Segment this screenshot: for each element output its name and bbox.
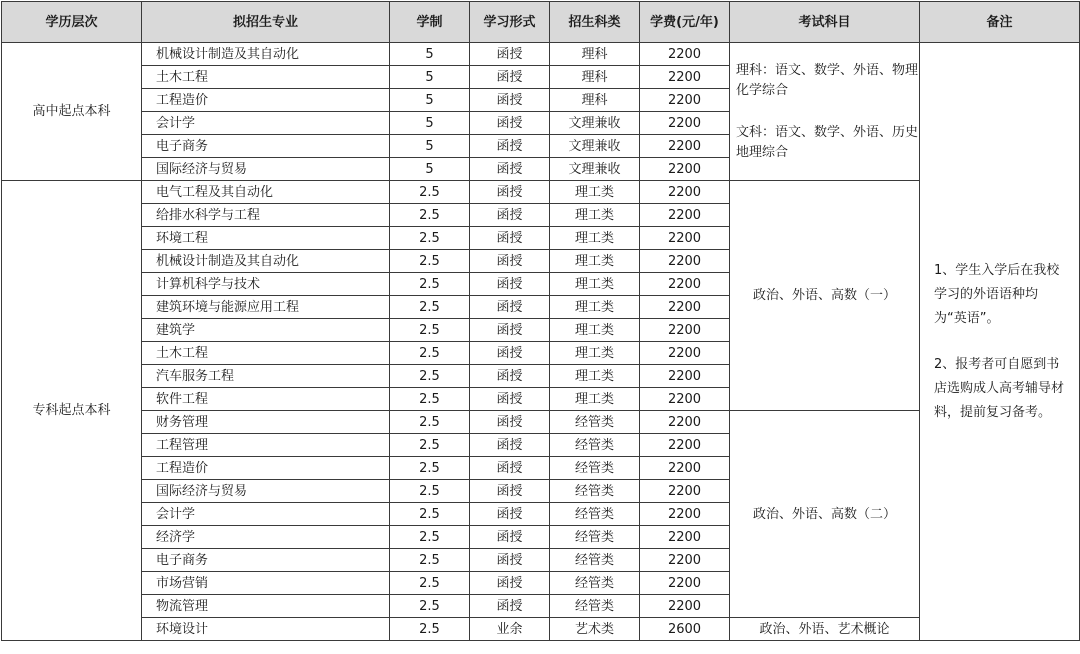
fee-cell: 2200 — [640, 526, 730, 549]
mode-cell: 函授 — [470, 549, 550, 572]
years-cell: 5 — [390, 43, 470, 66]
years-cell: 2.5 — [390, 549, 470, 572]
major-cell: 电子商务 — [142, 549, 390, 572]
mode-cell: 函授 — [470, 43, 550, 66]
major-cell: 机械设计制造及其自动化 — [142, 250, 390, 273]
fee-cell: 2200 — [640, 135, 730, 158]
header-mode: 学习形式 — [470, 2, 550, 43]
years-cell: 2.5 — [390, 365, 470, 388]
remarks-cell — [920, 43, 1080, 641]
exam-cell-yishu: 政治、外语、艺术概论 — [730, 618, 920, 641]
mode-cell: 函授 — [470, 457, 550, 480]
category-cell: 经管类 — [550, 595, 640, 618]
mode-cell: 函授 — [470, 273, 550, 296]
major-cell: 工程造价 — [142, 457, 390, 480]
years-cell: 2.5 — [390, 388, 470, 411]
years-cell: 2.5 — [390, 595, 470, 618]
table-header — [2, 2, 1080, 43]
mode-cell: 函授 — [470, 204, 550, 227]
category-cell: 理工类 — [550, 342, 640, 365]
category-cell: 艺术类 — [550, 618, 640, 641]
level-cell-gaoqi: 高中起点本科 — [2, 43, 142, 181]
fee-cell: 2200 — [640, 595, 730, 618]
header-level: 学历层次 — [2, 2, 142, 43]
years-cell: 2.5 — [390, 457, 470, 480]
major-cell: 给排水科学与工程 — [142, 204, 390, 227]
major-cell: 软件工程 — [142, 388, 390, 411]
fee-cell: 2600 — [640, 618, 730, 641]
years-cell: 2.5 — [390, 204, 470, 227]
fee-cell: 2200 — [640, 411, 730, 434]
header-category: 招生科类 — [550, 2, 640, 43]
major-cell: 土木工程 — [142, 342, 390, 365]
major-cell: 工程管理 — [142, 434, 390, 457]
fee-cell: 2200 — [640, 319, 730, 342]
fee-cell: 2200 — [640, 273, 730, 296]
header-remarks: 备注 — [920, 2, 1080, 43]
mode-cell: 函授 — [470, 434, 550, 457]
years-cell: 2.5 — [390, 227, 470, 250]
category-cell: 文理兼收 — [550, 112, 640, 135]
table-row — [2, 181, 1080, 204]
mode-cell: 函授 — [470, 66, 550, 89]
category-cell: 理工类 — [550, 319, 640, 342]
category-cell: 文理兼收 — [550, 158, 640, 181]
fee-cell: 2200 — [640, 457, 730, 480]
mode-cell: 函授 — [470, 342, 550, 365]
category-cell: 经管类 — [550, 549, 640, 572]
category-cell: 经管类 — [550, 480, 640, 503]
mode-cell: 函授 — [470, 595, 550, 618]
fee-cell: 2200 — [640, 365, 730, 388]
enrollment-table — [1, 1, 1080, 641]
category-cell: 理工类 — [550, 181, 640, 204]
major-cell: 汽车服务工程 — [142, 365, 390, 388]
years-cell: 5 — [390, 66, 470, 89]
fee-cell: 2200 — [640, 66, 730, 89]
fee-cell: 2200 — [640, 434, 730, 457]
fee-cell: 2200 — [640, 342, 730, 365]
table-row — [2, 411, 1080, 434]
fee-cell: 2200 — [640, 181, 730, 204]
major-cell: 物流管理 — [142, 595, 390, 618]
mode-cell: 函授 — [470, 112, 550, 135]
header-exam: 考试科目 — [730, 2, 920, 43]
table-body — [2, 43, 1080, 641]
header-fee: 学费(元/年) — [640, 2, 730, 43]
category-cell: 经管类 — [550, 503, 640, 526]
remark-2: 2、报考者可自愿到书店选购成人高考辅导材料，提前复习备考。 — [934, 356, 1065, 420]
mode-cell: 函授 — [470, 411, 550, 434]
category-cell: 理科 — [550, 89, 640, 112]
remark-1: 1、学生入学后在我校学习的外语语种均为“英语”。 — [934, 262, 1060, 326]
major-cell: 会计学 — [142, 112, 390, 135]
category-cell: 理工类 — [550, 227, 640, 250]
exam-gaoqi-science: 理科：语文、数学、外语、物理化学综合 — [736, 62, 919, 98]
fee-cell: 2200 — [640, 112, 730, 135]
years-cell: 5 — [390, 89, 470, 112]
mode-cell: 函授 — [470, 480, 550, 503]
fee-cell: 2200 — [640, 480, 730, 503]
years-cell: 2.5 — [390, 434, 470, 457]
category-cell: 理工类 — [550, 388, 640, 411]
fee-cell: 2200 — [640, 503, 730, 526]
major-cell: 建筑环境与能源应用工程 — [142, 296, 390, 319]
years-cell: 2.5 — [390, 250, 470, 273]
category-cell: 理科 — [550, 43, 640, 66]
major-cell: 会计学 — [142, 503, 390, 526]
years-cell: 2.5 — [390, 411, 470, 434]
mode-cell: 函授 — [470, 181, 550, 204]
fee-cell: 2200 — [640, 158, 730, 181]
major-cell: 电子商务 — [142, 135, 390, 158]
table-row — [2, 43, 1080, 66]
years-cell: 2.5 — [390, 181, 470, 204]
category-cell: 经管类 — [550, 434, 640, 457]
years-cell: 5 — [390, 135, 470, 158]
major-cell: 国际经济与贸易 — [142, 480, 390, 503]
mode-cell: 函授 — [470, 526, 550, 549]
major-cell: 国际经济与贸易 — [142, 158, 390, 181]
mode-cell: 函授 — [470, 388, 550, 411]
fee-cell: 2200 — [640, 204, 730, 227]
mode-cell: 函授 — [470, 572, 550, 595]
major-cell: 财务管理 — [142, 411, 390, 434]
category-cell: 经管类 — [550, 572, 640, 595]
major-cell: 机械设计制造及其自动化 — [142, 43, 390, 66]
mode-cell: 函授 — [470, 365, 550, 388]
category-cell: 文理兼收 — [550, 135, 640, 158]
mode-cell: 函授 — [470, 250, 550, 273]
major-cell: 市场营销 — [142, 572, 390, 595]
fee-cell: 2200 — [640, 296, 730, 319]
years-cell: 5 — [390, 112, 470, 135]
exam-cell-jingguan: 政治、外语、高数（二） — [730, 411, 920, 618]
mode-cell: 函授 — [470, 296, 550, 319]
years-cell: 2.5 — [390, 572, 470, 595]
fee-cell: 2200 — [640, 89, 730, 112]
fee-cell: 2200 — [640, 549, 730, 572]
years-cell: 2.5 — [390, 503, 470, 526]
fee-cell: 2200 — [640, 388, 730, 411]
category-cell: 经管类 — [550, 457, 640, 480]
category-cell: 理工类 — [550, 204, 640, 227]
exam-cell-ligong: 政治、外语、高数（一） — [730, 181, 920, 411]
fee-cell: 2200 — [640, 250, 730, 273]
category-cell: 理工类 — [550, 296, 640, 319]
mode-cell: 函授 — [470, 503, 550, 526]
category-cell: 理工类 — [550, 365, 640, 388]
fee-cell: 2200 — [640, 227, 730, 250]
years-cell: 2.5 — [390, 618, 470, 641]
major-cell: 土木工程 — [142, 66, 390, 89]
fee-cell: 2200 — [640, 43, 730, 66]
category-cell: 理科 — [550, 66, 640, 89]
mode-cell: 函授 — [470, 158, 550, 181]
category-cell: 经管类 — [550, 411, 640, 434]
major-cell: 经济学 — [142, 526, 390, 549]
years-cell: 2.5 — [390, 526, 470, 549]
fee-cell: 2200 — [640, 572, 730, 595]
level-cell-zhuanqi: 专科起点本科 — [2, 181, 142, 641]
years-cell: 2.5 — [390, 342, 470, 365]
major-cell: 电气工程及其自动化 — [142, 181, 390, 204]
category-cell: 理工类 — [550, 250, 640, 273]
major-cell: 环境设计 — [142, 618, 390, 641]
header-years: 学制 — [390, 2, 470, 43]
major-cell: 计算机科学与技术 — [142, 273, 390, 296]
mode-cell: 函授 — [470, 135, 550, 158]
mode-cell: 业余 — [470, 618, 550, 641]
major-cell: 建筑学 — [142, 319, 390, 342]
years-cell: 2.5 — [390, 480, 470, 503]
exam-cell-gaoqi — [730, 43, 920, 181]
category-cell: 理工类 — [550, 273, 640, 296]
years-cell: 5 — [390, 158, 470, 181]
category-cell: 经管类 — [550, 526, 640, 549]
mode-cell: 函授 — [470, 227, 550, 250]
years-cell: 2.5 — [390, 273, 470, 296]
major-cell: 环境工程 — [142, 227, 390, 250]
table-row — [2, 618, 1080, 641]
mode-cell: 函授 — [470, 89, 550, 112]
major-cell: 工程造价 — [142, 89, 390, 112]
exam-gaoqi-arts: 文科：语文、数学、外语、历史地理综合 — [736, 124, 919, 160]
years-cell: 2.5 — [390, 319, 470, 342]
mode-cell: 函授 — [470, 319, 550, 342]
header-major: 拟招生专业 — [142, 2, 390, 43]
years-cell: 2.5 — [390, 296, 470, 319]
